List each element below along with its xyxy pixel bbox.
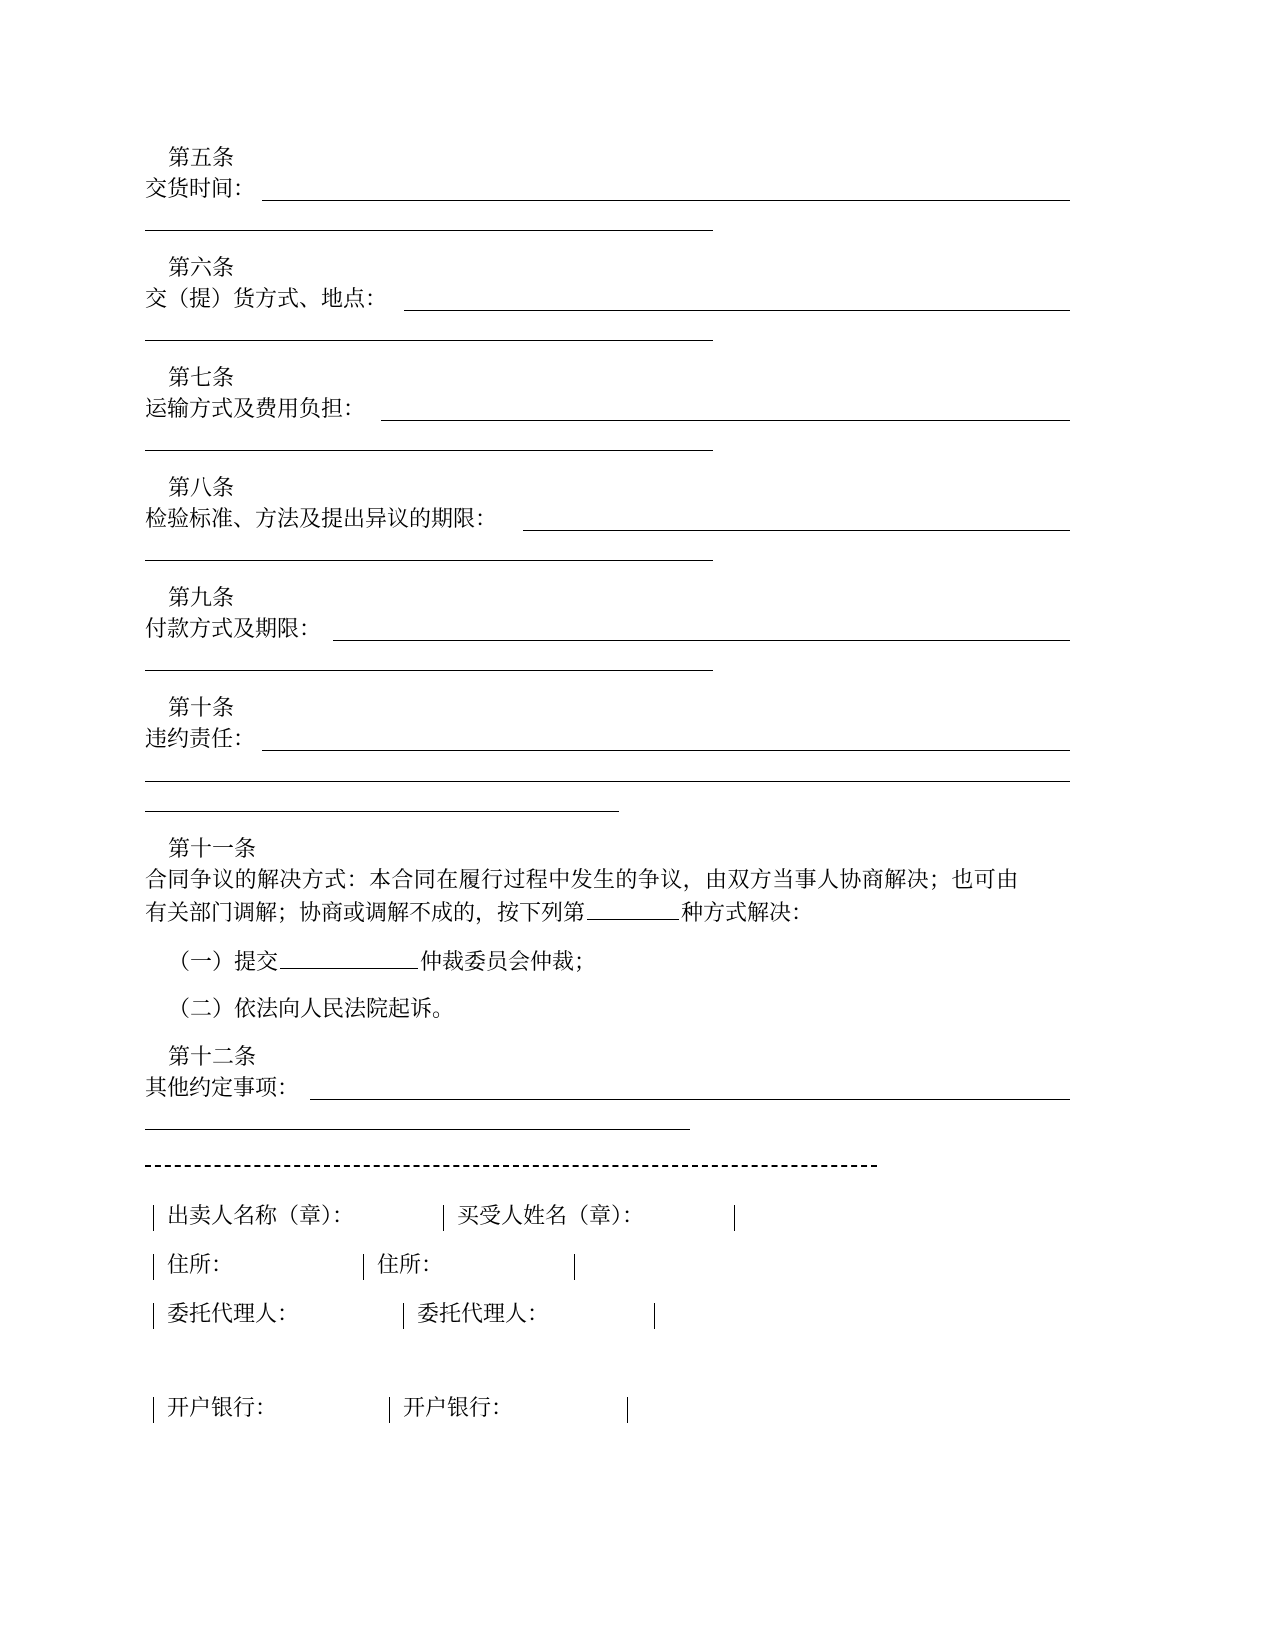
article-10-fill-line-1[interactable] [262, 750, 1070, 751]
dispute-method-blank[interactable] [587, 897, 679, 920]
seller-address-label: 住所： [167, 1253, 234, 1278]
article-10-fill-line-2[interactable] [145, 781, 1070, 782]
article-9-heading: 第九条 [168, 586, 235, 611]
buyer-address-label: 住所： [377, 1253, 444, 1278]
table-border [734, 1205, 735, 1231]
article-8-fill-line-1[interactable] [523, 530, 1070, 531]
article-5-heading: 第五条 [168, 146, 235, 171]
article-5-fill-line-2[interactable] [145, 230, 713, 231]
table-border [389, 1397, 390, 1423]
article-11-line-2-before: 有关部门调解；协商或调解不成的，按下列第 [145, 901, 586, 926]
article-11-option-1 [168, 946, 596, 978]
article-10-label: 违约责任： [145, 727, 256, 752]
table-border [153, 1397, 154, 1423]
arbitration-committee-blank[interactable] [280, 946, 418, 969]
article-9-fill-line-2[interactable] [145, 670, 713, 671]
article-12-fill-line-2[interactable] [145, 1129, 690, 1130]
article-6-fill-line-2[interactable] [145, 340, 713, 341]
article-7-label: 运输方式及费用负担： [145, 397, 366, 422]
article-11-text-line-2 [145, 897, 813, 929]
article-11-text-line-1: 合同争议的解决方式：本合同在履行过程中发生的争议，由双方当事人协商解决；也可由 [145, 868, 1019, 893]
table-border [363, 1254, 364, 1280]
article-10-heading: 第十条 [168, 696, 235, 721]
article-12-label: 其他约定事项： [145, 1076, 300, 1101]
option-1-after: 仲裁委员会仲裁； [420, 950, 597, 975]
table-border [153, 1303, 154, 1329]
article-5-fill-line-1[interactable] [262, 200, 1070, 201]
article-8-label: 检验标准、方法及提出异议的期限： [145, 507, 498, 532]
seller-agent-label: 委托代理人： [167, 1302, 300, 1327]
article-10-fill-line-3[interactable] [145, 811, 619, 812]
buyer-name-label: 买受人姓名（章）： [457, 1204, 645, 1229]
article-6-fill-line-1[interactable] [404, 310, 1070, 311]
seller-name-label: 出卖人名称（章）： [167, 1204, 355, 1229]
article-7-fill-line-2[interactable] [145, 450, 713, 451]
signature-separator [145, 1165, 877, 1167]
article-12-fill-line-1[interactable] [310, 1099, 1070, 1100]
option-1-before: （一）提交 [168, 950, 279, 975]
article-11-line-2-after: 种方式解决： [681, 901, 814, 926]
seller-bank-label: 开户银行： [167, 1396, 278, 1421]
article-6-heading: 第六条 [168, 256, 235, 281]
buyer-bank-label: 开户银行： [403, 1396, 514, 1421]
article-8-fill-line-2[interactable] [145, 560, 713, 561]
article-12-heading: 第十二条 [168, 1045, 257, 1070]
article-11-option-2: （二）依法向人民法院起诉。 [168, 997, 455, 1022]
signature-row-address [0, 1251, 1275, 1281]
article-6-label: 交（提）货方式、地点： [145, 287, 388, 312]
article-5-label: 交货时间： [145, 177, 256, 202]
signature-row-bank [0, 1394, 1275, 1424]
article-8-heading: 第八条 [168, 476, 235, 501]
table-border [153, 1205, 154, 1231]
buyer-agent-label: 委托代理人： [417, 1302, 550, 1327]
article-9-fill-line-1[interactable] [333, 640, 1070, 641]
article-7-fill-line-1[interactable] [381, 420, 1070, 421]
signature-row-agent [0, 1300, 1275, 1330]
table-border [443, 1205, 444, 1231]
article-11-heading: 第十一条 [168, 837, 257, 862]
article-7-heading: 第七条 [168, 366, 235, 391]
table-border [153, 1254, 154, 1280]
table-border [627, 1397, 628, 1423]
table-border [403, 1303, 404, 1329]
article-9-label: 付款方式及期限： [145, 617, 322, 642]
table-border [574, 1254, 575, 1280]
signature-row-name [0, 1202, 1275, 1232]
table-border [654, 1303, 655, 1329]
